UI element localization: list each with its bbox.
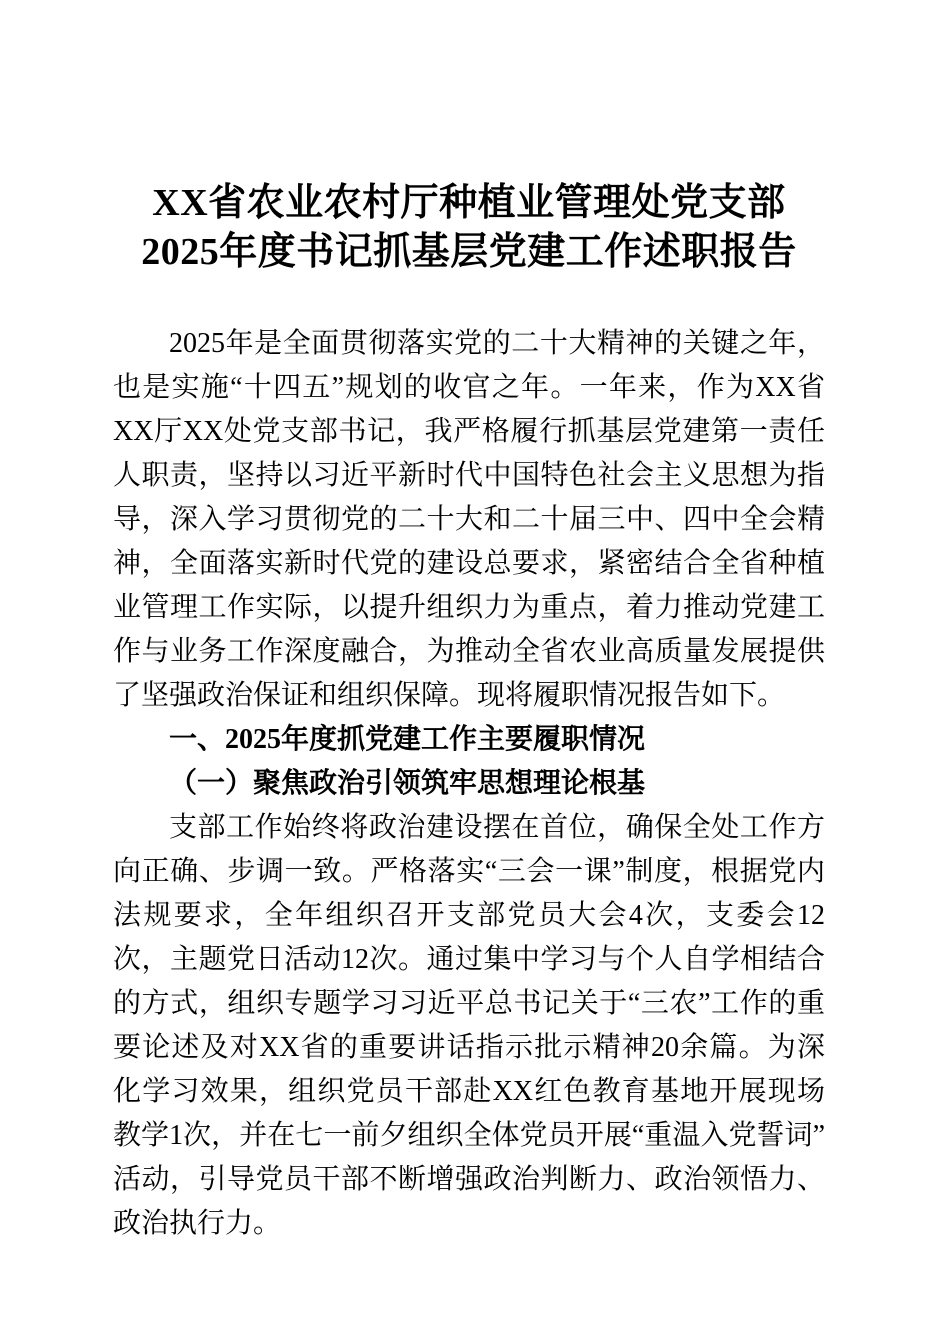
paragraph-introduction: 2025年是全面贯彻落实党的二十大精神的关键之年，也是实施“十四五”规划的收官之年。一年来，作为XX省XX厅XX处党支部书记，我严格履行抓基层党建第一责任人职责，坚持以习近平新时代中国特色社会主义思想为指导，深入学习贯彻党的二十大和二十届三中、四中全会精神，全面落实新时代党的建设总要求，紧密结合全省种植业管理工作实际，以提升组织力为重点，着力推动党建工作与业务工作深度融合，为推动全省农业高质量发展提供了坚强政治保证和组织保障。现将履职情况报告如下。 — [113, 328, 825, 711]
document-title — [113, 179, 825, 277]
document-title-line-1: XX省农业农村厅种植业管理处党支部 — [152, 182, 786, 224]
section-heading-1: 一、2025年度抓党建工作主要履职情况 — [169, 724, 646, 755]
document-title-line-2: 2025年度书记抓基层党建工作述职报告 — [141, 231, 797, 273]
paragraph-section-body: 支部工作始终将政治建设摆在首位，确保全处工作方向正确、步调一致。严格落实“三会一课”制度，根据党内法规要求，全年组织召开支部党员大会4次，支委会12次，主题党日活动12次。通过集中学习与个人自学相结合的方式，组织专题学习习近平总书记关于“三农”工作的重要论述及对XX省的重要讲话指示批示精神20余篇。为深化学习效果，组织党员干部赴XX红色教育基地开展现场教学1次，并在七一前夕组织全体党员开展“重温入党誓词”活动，引导党员干部不断增强政治判断力、政治领悟力、政治执行力。 — [113, 812, 825, 1239]
subsection-heading-1-1: （一）聚焦政治引领筑牢思想理论根基 — [169, 768, 646, 799]
